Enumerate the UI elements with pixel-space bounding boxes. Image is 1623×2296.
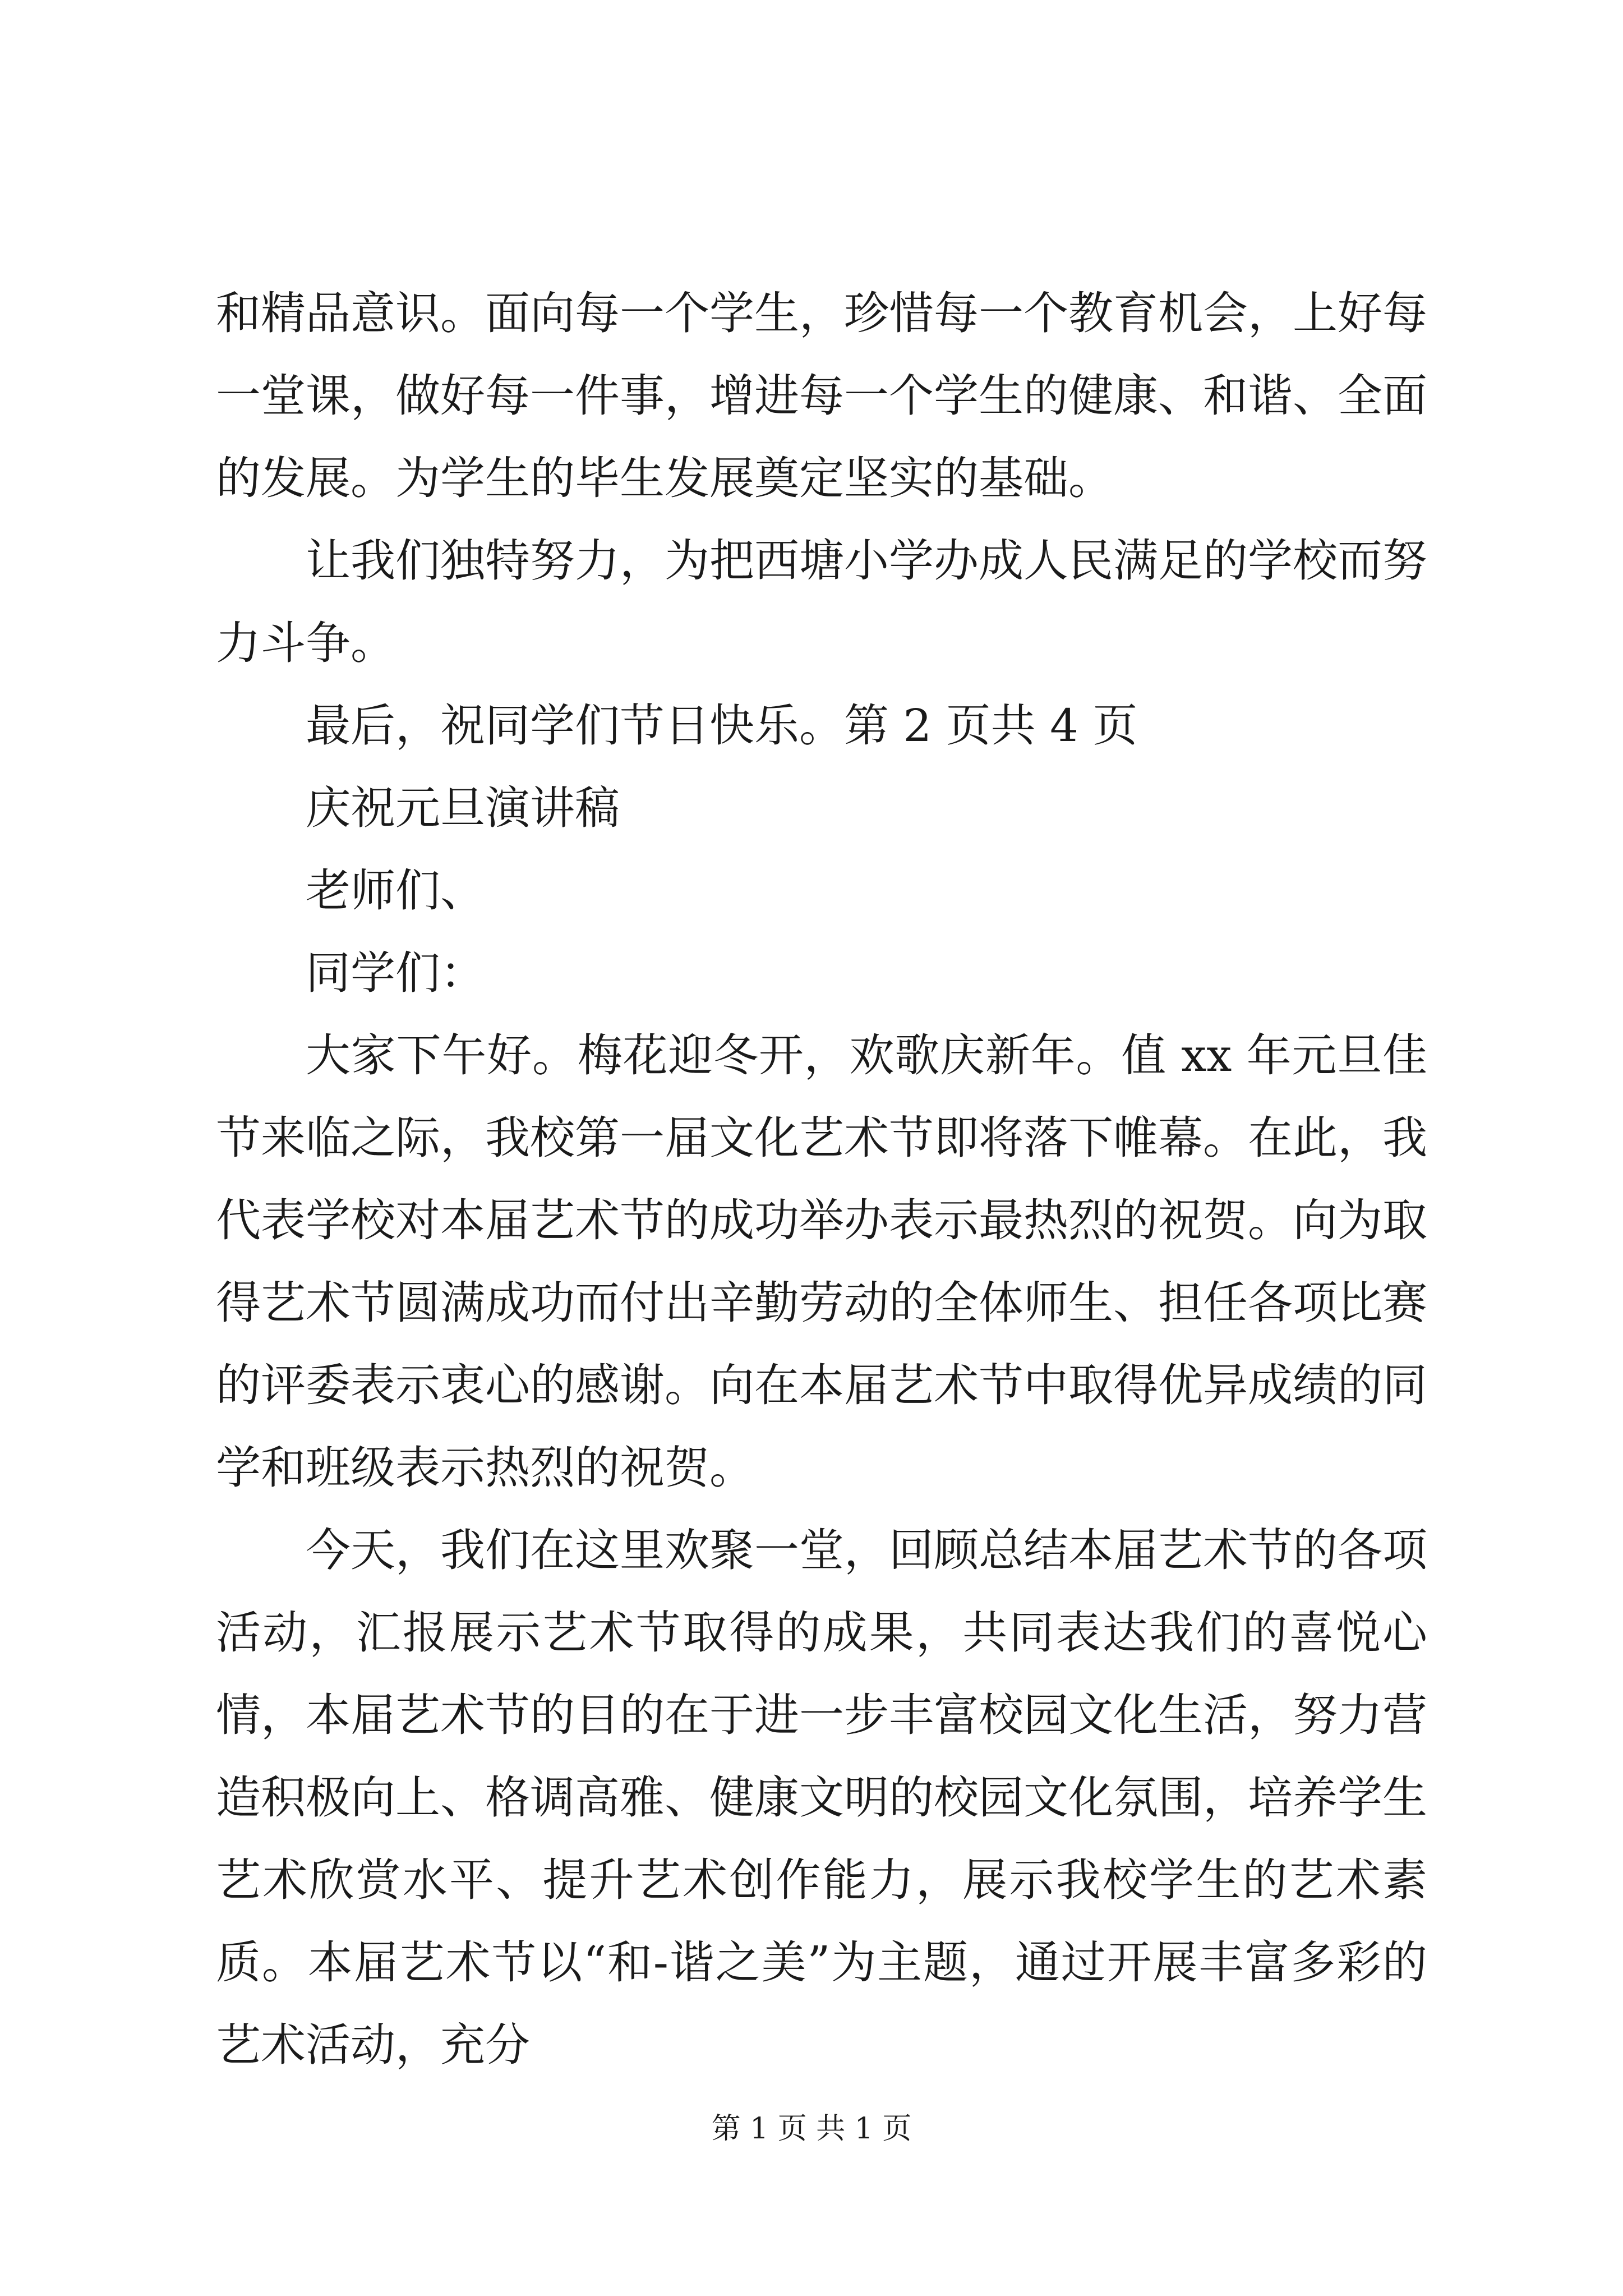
paragraph: 大家下午好。梅花迎冬开，欢歌庆新年。值 xx 年元旦佳节来临之际，我校第一届文化艺术节即将落下帷幕。在此，我代表学校对本届艺术节的成功举办表示最热烈的祝贺。向为取得艺术节圆满成功而付出辛勤劳动的全体师生、担任各项比赛的评委表示衷心的感谢。向在本届艺术节中取得优异成绩的同学和班级表示热烈的祝贺。 — [216, 1029, 1427, 1494]
salutation-students: 同学们： — [306, 947, 485, 999]
document-body — [216, 272, 1427, 2086]
speech-title: 庆祝元旦演讲稿 — [306, 782, 620, 834]
paragraph: 让我们独特努力，为把西塘小学办成人民满足的学校而努力斗争。 — [216, 535, 1427, 669]
salutation-teachers: 老师们、 — [306, 864, 485, 917]
paragraph: 和精品意识。面向每一个学生，珍惜每一个教育机会，上好每一堂课，做好每一件事，增进每一个学生的健康、和谐、全面的发展。为学生的毕生发展奠定坚实的基础。 — [216, 287, 1427, 504]
paragraph: 最后，祝同学们节日快乐。第 2 页共 4 页 — [306, 700, 1138, 752]
paragraph: 今天，我们在这里欢聚一堂，回顾总结本届艺术节的各项活动，汇报展示艺术节取得的成果，共同表达我们的喜悦心情，本届艺术节的目的在于进一步丰富校园文化生活，努力营造积极向上、格调高雅、健康文明的校园文化氛围，培养学生艺术欣赏水平、提升艺术创作能力，展示我校学生的艺术素质。本届艺术节以“和-谐之美”为主题，通过开展丰富多彩的艺术活动，充分 — [216, 1524, 1427, 2071]
page-footer: 第 1 页 共 1 页 — [711, 2112, 912, 2146]
